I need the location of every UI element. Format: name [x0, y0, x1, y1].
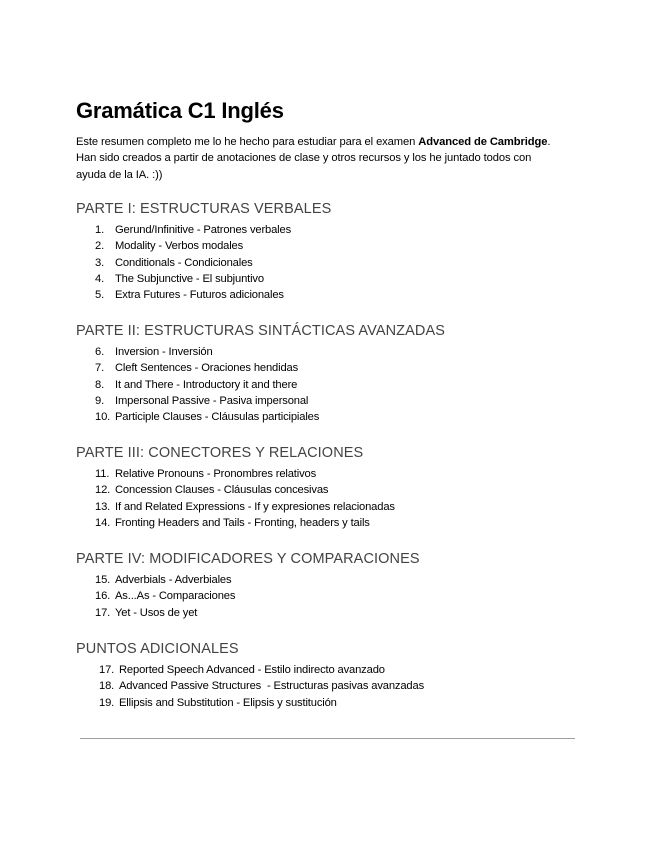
list-item-number: 19.: [99, 696, 115, 709]
list-item-number: 17.: [95, 606, 111, 619]
list-item-text: Advanced Passive Structures - Estructuras pasivas avanzadas: [119, 680, 425, 693]
list-item-number: 4.: [95, 272, 105, 285]
list-item: [76, 287, 576, 303]
list-item: [76, 695, 576, 711]
list-item-number: 10.: [95, 411, 111, 424]
section-heading: PARTE III: CONECTORES Y RELACIONES: [76, 445, 364, 461]
list-item-text: Extra Futures - Futuros adicionales: [115, 289, 284, 302]
list-item-text: Relative Pronouns - Pronombres relativos: [115, 468, 317, 480]
list-item: [76, 605, 576, 621]
list-item: [76, 499, 576, 515]
section-puntos-adicionales: [76, 639, 576, 711]
list-item-text: Gerund/Infinitive - Patrones verbales: [115, 224, 292, 236]
list-item: [76, 588, 576, 604]
list-item: [76, 515, 576, 531]
intro-paragraph: [76, 134, 556, 183]
list-item-number: 11.: [95, 468, 110, 480]
list-item: [76, 678, 576, 694]
list-item-number: 13.: [95, 500, 111, 513]
document-title: Gramática C1 Inglés: [76, 98, 284, 123]
list-item-number: 2.: [95, 240, 105, 253]
list-item-number: 14.: [95, 516, 111, 529]
list-item-text: Inversion - Inversión: [115, 346, 213, 358]
list-item: [76, 255, 576, 271]
list-item-text: Adverbials - Adverbiales: [115, 574, 232, 586]
list-item: [76, 360, 576, 376]
list-item-text: Conditionals - Condicionales: [115, 256, 253, 269]
list-item-text: Concession Clauses - Cláusulas concesivas: [115, 484, 329, 497]
section-parte-iv: [76, 549, 576, 621]
intro-text-end: . Han sido creados a partir de anotaciones de clase y otros recursos y los he juntado todos con ayuda de la IA. :)): [76, 136, 551, 181]
section-heading: PARTE IV: MODIFICADORES Y COMPARACIONES: [76, 551, 420, 567]
list-item-number: 6.: [95, 346, 105, 358]
list-item-text: Fronting Headers and Tails - Fronting, headers y tails: [115, 516, 370, 529]
list-item-text: As...As - Comparaciones: [115, 590, 236, 603]
section-list: [76, 222, 576, 303]
list-item: [76, 482, 576, 498]
list-item-number: 16.: [95, 590, 111, 603]
list-item-number: 8.: [95, 378, 105, 391]
list-item: [76, 222, 576, 238]
list-item: [76, 409, 576, 425]
horizontal-divider: [80, 738, 575, 739]
list-item-number: 5.: [95, 289, 105, 302]
list-item: [76, 466, 576, 482]
list-item: [76, 271, 576, 287]
list-item-text: The Subjunctive - El subjuntivo: [115, 272, 264, 285]
section-heading: PARTE II: ESTRUCTURAS SINTÁCTICAS AVANZADAS: [76, 323, 446, 339]
intro-text-start: Este resumen completo me lo he hecho para estudiar para el examen: [76, 136, 419, 148]
list-item: [76, 238, 576, 254]
section-parte-i: [76, 199, 576, 303]
list-item: [76, 572, 576, 588]
list-item-number: 15.: [95, 574, 111, 586]
list-item-text: Modality - Verbos modales: [115, 240, 244, 253]
list-item-number: 7.: [95, 362, 105, 375]
section-parte-iii: [76, 443, 576, 531]
list-item-number: 12.: [95, 484, 111, 497]
list-item: [76, 393, 576, 409]
list-item-number: 17.: [99, 664, 115, 676]
list-item: [76, 662, 576, 678]
list-item-number: 3.: [95, 256, 105, 269]
section-list: [76, 662, 576, 711]
list-item-number: 9.: [95, 394, 105, 407]
list-item-text: Ellipsis and Substitution - Elipsis y sustitución: [119, 696, 337, 709]
list-item-text: Impersonal Passive - Pasiva impersonal: [115, 394, 309, 407]
list-item-text: If and Related Expressions - If y expresiones relacionadas: [115, 500, 395, 513]
section-list: [76, 344, 576, 425]
section-parte-ii: [76, 321, 576, 425]
list-item-text: Participle Clauses - Cláusulas participiales: [115, 411, 320, 424]
list-item: [76, 344, 576, 360]
section-heading: PUNTOS ADICIONALES: [76, 641, 239, 657]
list-item-number: 18.: [99, 680, 115, 693]
intro-bold-exam: Advanced de Cambridge: [418, 136, 548, 148]
list-item-text: Cleft Sentences - Oraciones hendidas: [115, 362, 299, 375]
section-heading: PARTE I: ESTRUCTURAS VERBALES: [76, 201, 332, 217]
list-item-text: Yet - Usos de yet: [115, 606, 198, 619]
list-item: [76, 377, 576, 393]
list-item-text: Reported Speech Advanced - Estilo indirecto avanzado: [119, 664, 385, 676]
list-item-text: It and There - Introductory it and there: [115, 378, 298, 391]
section-list: [76, 572, 576, 621]
list-item-number: 1.: [95, 224, 105, 236]
section-list: [76, 466, 576, 531]
